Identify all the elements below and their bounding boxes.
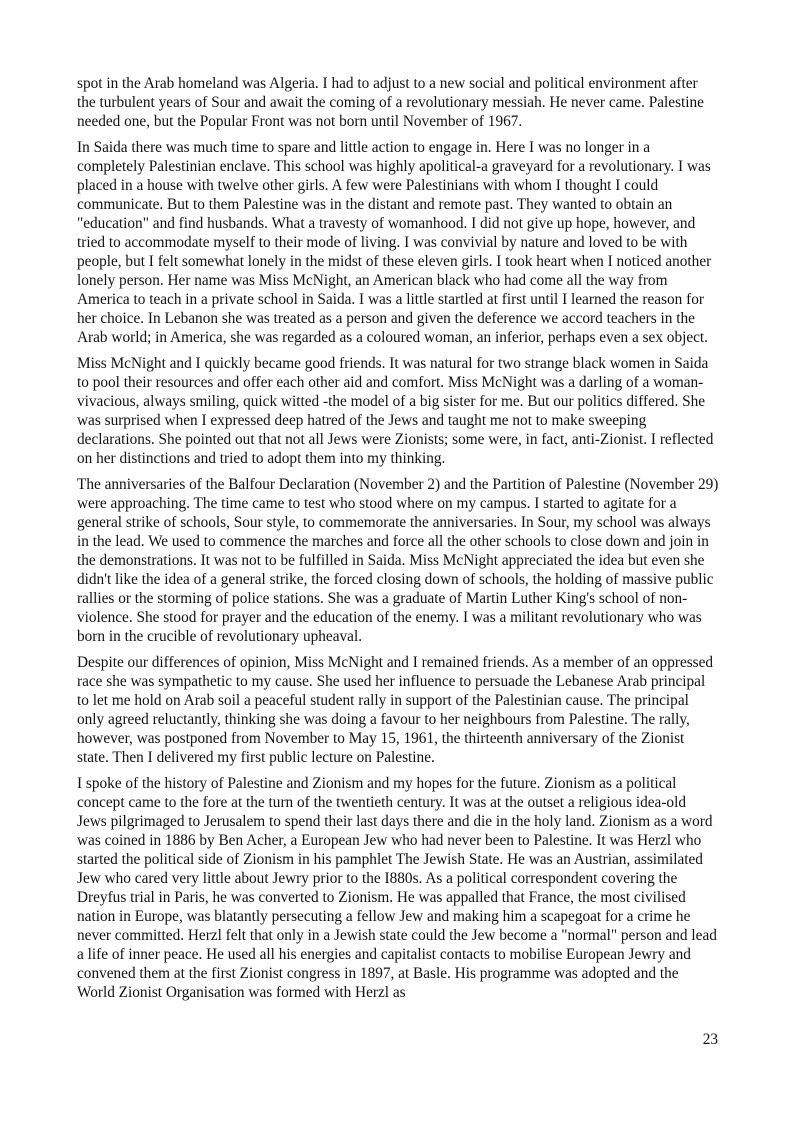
- paragraph: Miss McNight and I quickly became good friends. It was natural for two strange black women in Saida to pool their resources and offer each other aid and comfort. Miss McNight was a darling of a woman-vivacious, always smiling, quick witted -the model of a big sister for me. But our politics differed. She was surprised when I expressed deep hatred of the Jews and taught me not to make sweeping declarations. She pointed out that not all Jews were Zionists; some were, in fact, anti-Zionist. I reflected on her distinctions and tried to adopt them into my thinking.: [77, 355, 714, 467]
- page-number: 23: [702, 1031, 718, 1048]
- paragraph: spot in the Arab homeland was Algeria. I had to adjust to a new social and political environment after the turbulent years of Sour and await the coming of a revolutionary messiah. He never came. Palestine needed one, but the Popular Front was not born until November of 1967.: [77, 75, 704, 130]
- paragraph: In Saida there was much time to spare and little action to engage in. Here I was no longer in a completely Palestinian enclave. This school was highly apolitical-a graveyard for a revolutionary. I was placed in a house with twelve other girls. A few were Palestinians with whom I thought I could communicate. But to them Palestine was in the distant and remote past. They wanted to obtain an "education" and find husbands. What a travesty of womanhood. I did not give up hope, however, and tried to accommodate myself to their mode of living. I was convivial by nature and loved to be with people, but I felt somewhat lonely in the midst of these eleven girls. I took heart when I noticed another lonely person. Her name was Miss McNight, an American black who had come all the way from America to teach in a private school in Saida. I was a little startled at first until I learned the reason for her choice. In Lebanon she was treated as a person and given the deference we accord teachers in the Arab world; in America, she was regarded as a coloured woman, an inferior, perhaps even a sex object.: [77, 139, 712, 346]
- paragraph: I spoke of the history of Palestine and Zionism and my hopes for the future. Zionism as a political concept came to the fore at the turn of the twentieth century. It was at the outset a religious idea-old Jews pilgrimaged to Jerusalem to spend their last days there and die in the holy land. Zionism as a word was coined in 1886 by Ben Acher, a European Jew who had never been to Palestine. It was Herzl who started the political side of Zionism in his pamphlet The Jewish State. He was an Austrian, assimilated Jew who cared very little about Jewry prior to the I880s. As a political correspondent covering the Dreyfus trial in Paris, he was converted to Zionism. He was appalled that France, the most civilised nation in Europe, was blatantly persecuting a fellow Jew and making him a scapegoat for a crime he never committed. Herzl felt that only in a Jewish state could the Jew become a "normal" person and lead a life of inner peace. He used all his energies and capitalist contacts to mobilise European Jewry and convened them at the first Zionist congress in 1897, at Basle. His programme was adopted and the World Zionist Organisation was formed with Herzl as: [77, 775, 717, 1001]
- body-text: [77, 74, 719, 1009]
- paragraph: The anniversaries of the Balfour Declaration (November 2) and the Partition of Palestine (November 29) were approaching. The time came to test who stood where on my campus. I started to agitate for a general strike of schools, Sour style, to commemorate the anniversaries. In Sour, my school was always in the lead. We used to commence the marches and force all the other schools to close down and join in the demonstrations. It was not to be fulfilled in Saida. Miss McNight appreciated the idea but even she didn't like the idea of a general strike, the forced closing down of schools, the holding of massive public rallies or the storming of police stations. She was a graduate of Martin Luther King's school of non-violence. She stood for prayer and the education of the enemy. I was a militant revolutionary who was born in the crucible of revolutionary upheaval.: [77, 476, 719, 645]
- paragraph: Despite our differences of opinion, Miss McNight and I remained friends. As a member of an oppressed race she was sympathetic to my cause. She used her influence to persuade the Lebanese Arab principal to let me hold on Arab soil a peaceful student rally in support of the Palestinian cause. The principal only agreed reluctantly, thinking she was doing a favour to her neighbours from Palestine. The rally, however, was postponed from November to May 15, 1961, the thirteenth anniversary of the Zionist state. Then I delivered my first public lecture on Palestine.: [77, 654, 714, 766]
